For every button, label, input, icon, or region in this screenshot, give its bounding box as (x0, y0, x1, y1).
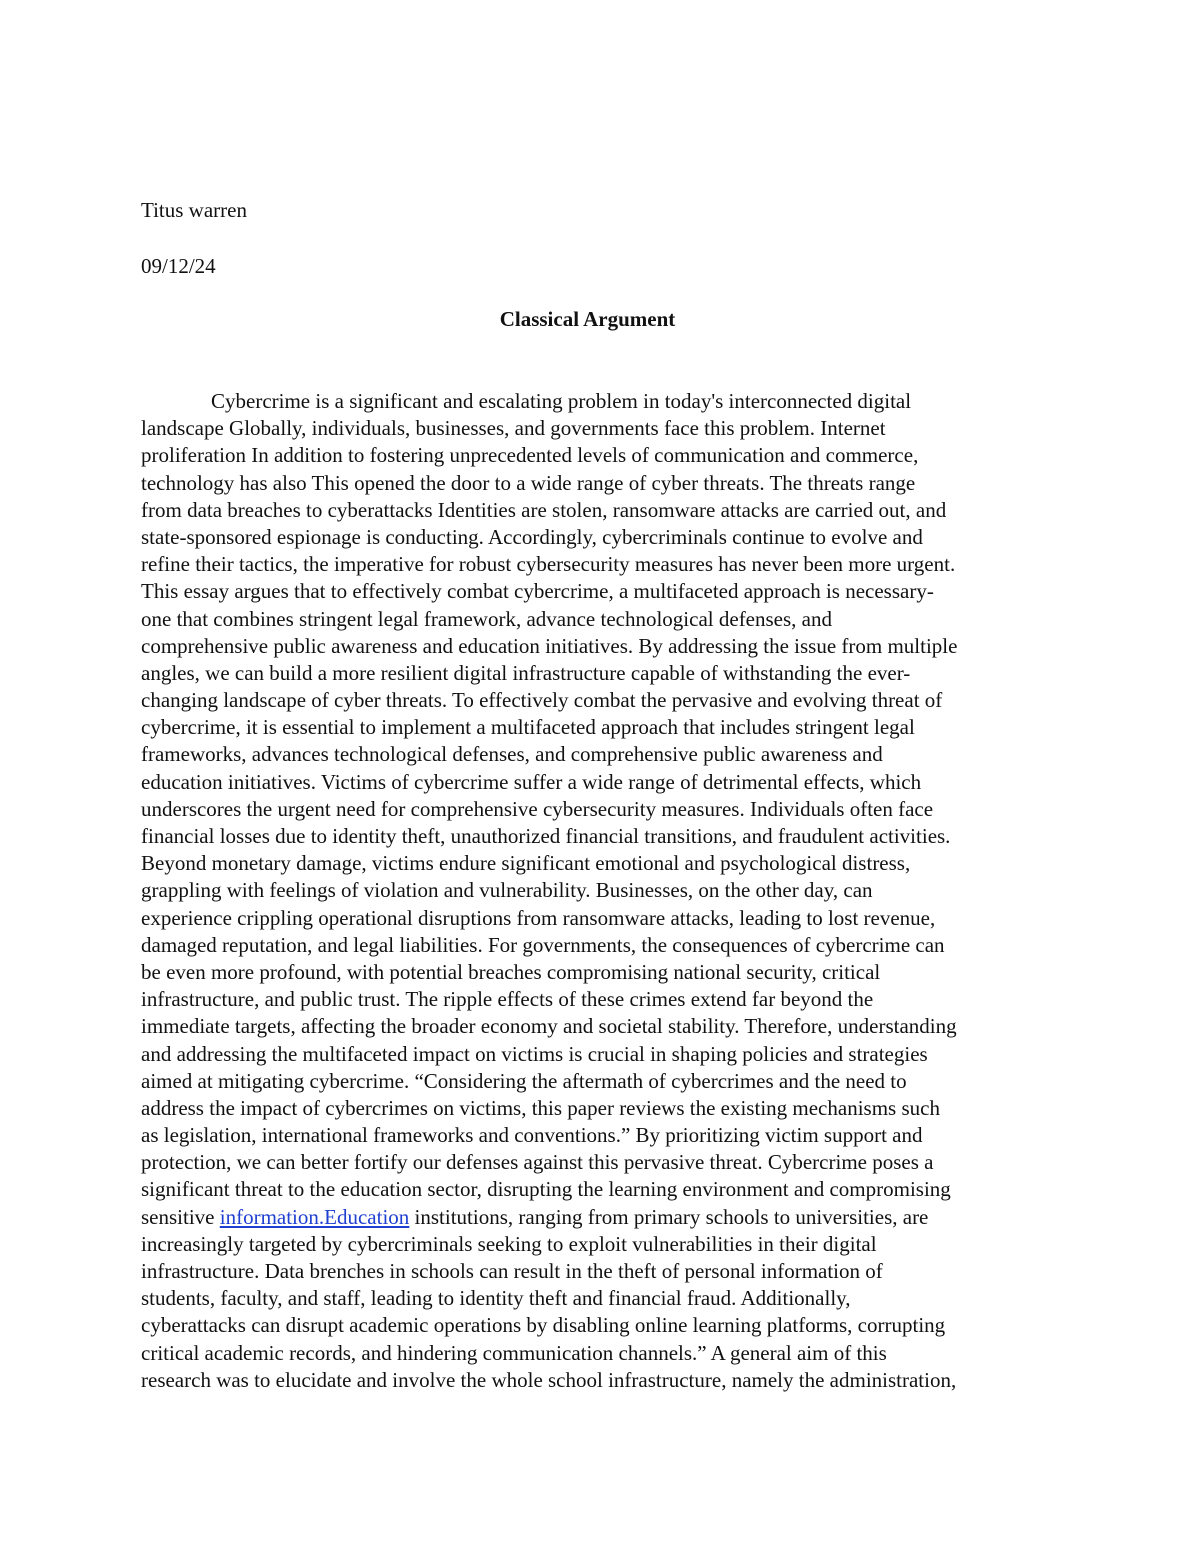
body-line: significant threat to the education sector, disrupting the learning environment and compromising (141, 1177, 951, 1202)
body-line: underscores the urgent need for comprehensive cybersecurity measures. Individuals often face (141, 796, 934, 821)
body-line: grappling with feelings of violation and vulnerability. Businesses, on the other day, can (141, 878, 873, 903)
document-date: 09/12/24 (141, 254, 216, 278)
body-line: critical academic records, and hindering communication channels.” A general aim of this (141, 1340, 887, 1365)
body-line: Cybercrime is a significant and escalating problem in today's interconnected digital (211, 389, 912, 413)
body-line: technology has also This opened the door to a wide range of cyber threats. The threats range (141, 470, 916, 495)
body-line: research was to elucidate and involve the whole school infrastructure, namely the administration, (141, 1367, 957, 1392)
body-line: frameworks, advances technological defenses, and comprehensive public awareness and (141, 742, 883, 767)
body-line: landscape Globally, individuals, businesses, and governments face this problem. Internet (141, 416, 886, 441)
body-line: cybercrime, it is essential to implement a multifaceted approach that includes stringent legal (141, 715, 915, 740)
body-line: proliferation In addition to fostering unprecedented levels of communication and commerce, (141, 443, 919, 468)
body-line: increasingly targeted by cybercriminals seeking to exploit vulnerabilities in their digital (141, 1231, 877, 1256)
body-line: Beyond monetary damage, victims endure significant emotional and psychological distress, (141, 851, 911, 876)
body-line: protection, we can better fortify our defenses against this pervasive threat. Cybercrime poses a (141, 1150, 934, 1175)
body-line: cyberattacks can disrupt academic operations by disabling online learning platforms, corrupting (141, 1313, 946, 1338)
information-education-link[interactable]: information.Education (219, 1204, 410, 1229)
body-line: damaged reputation, and legal liabilities. For governments, the consequences of cybercrime can (141, 932, 945, 957)
body-line: be even more profound, with potential breaches compromising national security, critical (141, 959, 881, 984)
body-line: financial losses due to identity theft, unauthorized financial transitions, and fraudulent activities. (141, 824, 951, 848)
body-line: angles, we can build a more resilient digital infrastructure capable of withstanding the ever- (141, 660, 911, 685)
body-line: refine their tactics, the imperative for robust cybersecurity measures has never been more urgent. (141, 552, 956, 577)
body-line: experience crippling operational disruptions from ransomware attacks, leading to lost revenue, (141, 905, 936, 930)
body-line: from data breaches to cyberattacks Identities are stolen, ransomware attacks are carried out, and (141, 497, 947, 522)
link-line-after: institutions, ranging from primary schools to universities, are (409, 1204, 929, 1229)
body-line: changing landscape of cyber threats. To effectively combat the pervasive and evolving threat of (141, 688, 943, 713)
body-line: students, faculty, and staff, leading to identity theft and financial fraud. Additionally, (141, 1286, 851, 1311)
document-title: Classical Argument (499, 307, 676, 331)
body-paragraph (141, 388, 1071, 1394)
body-line: This essay argues that to effectively combat cybercrime, a multifaceted approach is necessary- (141, 579, 934, 604)
body-line: address the impact of cybercrimes on victims, this paper reviews the existing mechanisms such (141, 1095, 940, 1120)
body-line: immediate targets, affecting the broader economy and societal stability. Therefore, understanding (141, 1014, 957, 1039)
body-line: state-sponsored espionage is conducting. Accordingly, cybercriminals continue to evolve and (141, 524, 923, 549)
body-line: aimed at mitigating cybercrime. “Considering the aftermath of cybercrimes and the need to (141, 1068, 907, 1093)
body-line: as legislation, international frameworks and conventions.” By prioritizing victim support and (141, 1123, 923, 1148)
body-line: infrastructure. Data brenches in schools can result in the theft of personal information of (141, 1259, 883, 1283)
author-name: Titus warren (141, 198, 247, 222)
body-line: one that combines stringent legal framework, advance technological defenses, and (141, 606, 832, 631)
body-line: and addressing the multifaceted impact on victims is crucial in shaping policies and strategies (141, 1041, 928, 1066)
body-line: comprehensive public awareness and education initiatives. By addressing the issue from multiple (141, 633, 958, 658)
body-line: infrastructure, and public trust. The ripple effects of these crimes extend far beyond the (141, 987, 874, 1012)
body-line-with-link (141, 1204, 1071, 1231)
link-line-before: sensitive (141, 1204, 220, 1229)
body-line: education initiatives. Victims of cybercrime suffer a wide range of detrimental effects, which (141, 769, 922, 794)
